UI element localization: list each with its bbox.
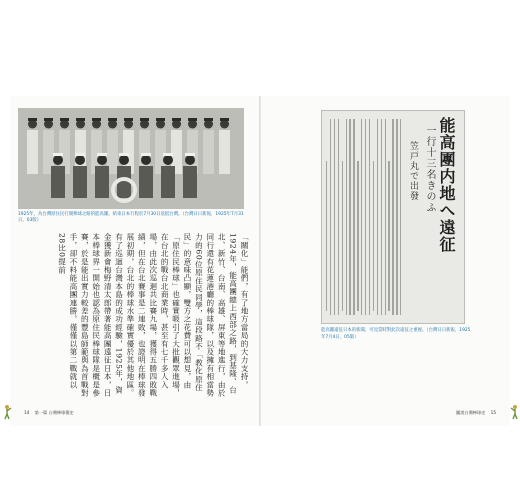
seated-player-figure	[51, 153, 65, 198]
book-spread	[10, 96, 510, 426]
pitcher-figure-icon	[510, 404, 520, 420]
clipping-text-column	[373, 161, 374, 311]
clipping-body-lines	[326, 115, 404, 317]
clipping-text-column	[381, 119, 382, 315]
clipping-headline: 能高團内地へ遠征	[437, 117, 456, 253]
seated-player-figure	[117, 153, 131, 198]
clipping-text-column	[396, 119, 397, 315]
seated-player-figure	[161, 153, 175, 198]
seated-player-figure	[73, 153, 87, 198]
right-folio	[456, 410, 496, 416]
clipping-text-column	[392, 119, 393, 315]
clipping-text-column	[338, 119, 339, 315]
clipping-text-column	[400, 119, 401, 315]
left-page	[10, 96, 259, 426]
clipping-text-column	[377, 119, 378, 315]
clipping-text-column	[326, 161, 327, 311]
batter-figure-icon	[2, 404, 12, 420]
clipping-text-column	[342, 161, 343, 311]
clipping-text-column	[330, 119, 331, 315]
clipping-text-column	[361, 119, 362, 315]
clipping-caption: 能高團遠征日本的新聞，可見當時對此次遠征之重視。（台灣日日新報，1925年7月4日，05版）	[321, 328, 471, 340]
clipping-text-column	[357, 161, 358, 311]
clipping-subhead: 一行十三名きのふ	[424, 125, 435, 213]
clipping-text-column	[346, 119, 347, 315]
left-folio	[24, 410, 74, 416]
left-running-title: 第一篇 台灣棒球簡史	[34, 410, 74, 415]
right-running-title: 圖說台灣棒球史	[456, 410, 486, 415]
clipping-text-column	[353, 119, 354, 315]
left-page-number: 14	[24, 410, 30, 415]
clipping-text-column	[388, 161, 389, 311]
clipping-text-column	[349, 119, 350, 315]
seated-player-figure	[95, 153, 109, 198]
right-page-number: 15	[490, 410, 496, 415]
body-text: 「關化」能們，有了地方當局的大力支持，1924年，能高團總上西部之路，到基隆、台北、新竹、台南、高雄、屏東等地進行，由於同行還有花蓮港廳的棒球隊，以及擁有相當勢力的60位原住民同學，這段路不「教化原住民」的意味凸顯，雙方之花費可以想見，由「原住民棒球」也確實吸引了大批觀眾進場，在台北的戰台北商業時，甚至有七千多人入場，由此次巡迴共比賽九場，獲得五勝四敗戰績，但在台北賽事是二連敗，也證明在棒球發展初期，台北的棒球水準確實優於其他地區。有了巡迴台灣本島的成功經驗，1925年，資金獲新會梅野清太郎帶著能高團遠征日本，日本棒球界一開始也認為原住民棒球隊是概是參賽，於是能出實力較差的豐島師範與為首戰對手，卻不料能高團連勝，僅僅以第二戰就以28比0提前	[57, 233, 249, 397]
clipping-subhead-2: 笠戸丸で出發	[408, 141, 418, 201]
seated-player-figure	[183, 153, 197, 198]
clipping-text-column	[334, 119, 335, 315]
seated-player-figure	[139, 153, 153, 198]
team-photo-image	[18, 108, 244, 209]
right-page	[261, 96, 510, 426]
team-photo	[18, 108, 244, 209]
clipping-text-column	[365, 119, 366, 315]
clipping-text-column	[385, 119, 386, 315]
photo-caption: 1925年，為台灣原住民打開棒球之路的能高團。結束日本行程於7月30日返抵台灣。（台灣日日新報，1925年7月31日，03版）	[18, 212, 244, 223]
newspaper-clipping	[321, 110, 465, 324]
clipping-text-column	[369, 119, 370, 315]
